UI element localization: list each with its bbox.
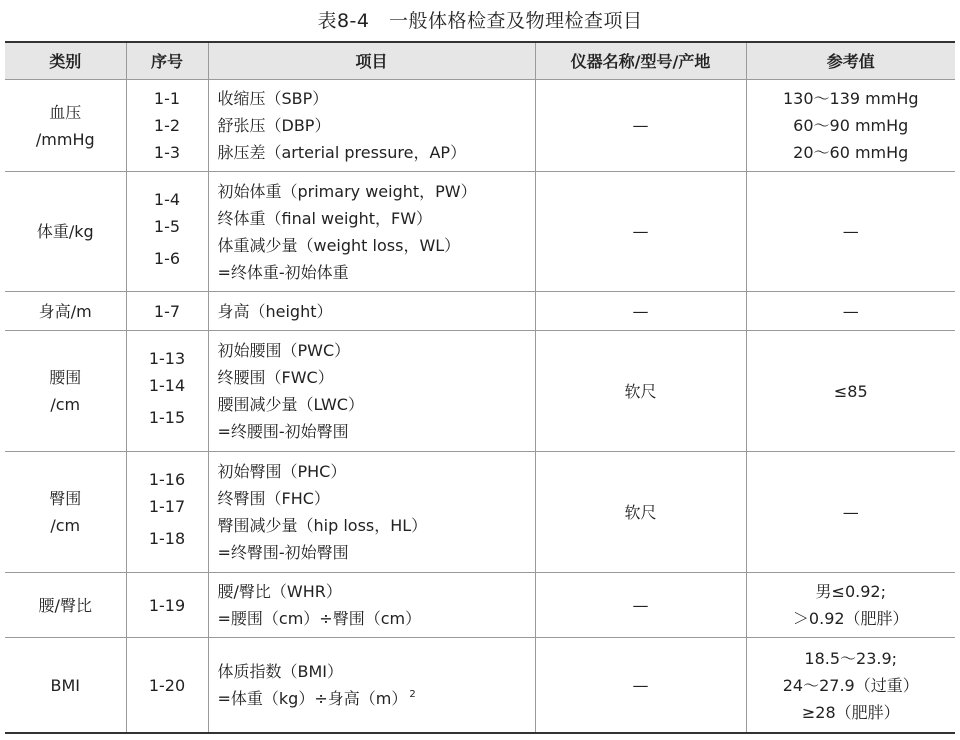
seq-number: 1-2 [153, 116, 181, 135]
seq-number: 1-15 [148, 408, 186, 427]
reference-cell [746, 172, 955, 292]
item-text: 体重减少量（weight loss，WL） [217, 235, 461, 255]
item-text: 腰围减少量（LWC） [217, 395, 364, 414]
header-instrument: 仪器名称/型号/产地 [535, 42, 746, 80]
table-row [5, 80, 955, 172]
item-formula: =终体重-初始体重 [217, 262, 349, 282]
category-text: 腰/臀比 [38, 595, 92, 615]
reference-text: — [842, 301, 859, 321]
category-text: 体重/kg [36, 222, 94, 241]
instrument-cell: — [535, 172, 746, 292]
exam-items-table [5, 41, 955, 734]
reference-text: 60～90 mmHg [793, 116, 909, 135]
seq-number: 1-14 [148, 376, 186, 395]
item-text: 臀围减少量（hip loss，HL） [217, 516, 428, 535]
reference-cell [746, 638, 955, 734]
category-text: BMI [50, 675, 80, 695]
header-item: 项目 [208, 42, 535, 80]
category-text: 臀围 [49, 489, 82, 508]
item-text: 身高（height） [217, 301, 333, 321]
seq-number: 1-1 [153, 89, 181, 108]
category-text: 腰围 [49, 368, 82, 387]
seq-number: 1-3 [153, 143, 181, 162]
instrument-cell: 软尺 [535, 452, 746, 573]
item-cell [208, 80, 535, 172]
reference-text: 男≤0.92; [815, 582, 886, 601]
seq-number: 1-7 [153, 301, 181, 321]
reference-text: — [842, 502, 859, 522]
reference-cell [746, 573, 955, 638]
item-formula: =终腰围-初始臀围 [217, 422, 349, 441]
category-cell [5, 80, 126, 172]
item-cell [208, 573, 535, 638]
item-text: 终腰围（FWC） [217, 368, 334, 387]
reference-text: 18.5～23.9; [804, 648, 898, 668]
item-text: 终臀围（FHC） [217, 489, 330, 508]
reference-text: — [842, 222, 859, 241]
item-text: 舒张压（DBP） [217, 116, 331, 135]
seq-number: 1-17 [148, 497, 186, 516]
reference-cell [746, 292, 955, 331]
category-unit: /mmHg [35, 129, 95, 149]
seq-number: 1-20 [148, 675, 186, 695]
category-cell [5, 292, 126, 331]
category-unit: /cm [50, 516, 81, 535]
superscript-exponent: 2 [409, 689, 416, 700]
reference-text: ≥28（肥胖） [801, 702, 900, 722]
header-reference: 参考值 [746, 42, 955, 80]
seq-number: 1-6 [153, 248, 181, 268]
seq-number: 1-5 [153, 216, 181, 236]
category-cell [5, 638, 126, 734]
item-formula-line [218, 685, 535, 712]
seq-cell [126, 80, 208, 172]
instrument-cell: 软尺 [535, 331, 746, 452]
item-cell [208, 452, 535, 573]
category-text: 血压 [49, 102, 82, 122]
item-formula: =腰围（cm）÷臀围（cm） [217, 609, 422, 628]
seq-number: 1-4 [153, 189, 181, 209]
instrument-cell: — [535, 292, 746, 331]
reference-text: ≤85 [833, 381, 868, 401]
item-formula: =终臀围-初始臀围 [217, 543, 349, 562]
instrument-cell: — [535, 573, 746, 638]
reference-text: 130～139 mmHg [782, 89, 919, 108]
seq-cell [126, 452, 208, 573]
seq-cell [126, 638, 208, 734]
category-cell [5, 172, 126, 292]
seq-cell [126, 292, 208, 331]
item-text: 初始臀围（PHC） [217, 462, 347, 481]
item-text: 体质指数（BMI） [217, 662, 344, 681]
table-row [5, 638, 955, 734]
item-cell [208, 172, 535, 292]
item-text: 腰/臀比（WHR） [217, 582, 342, 601]
seq-number: 1-16 [148, 470, 186, 489]
seq-number: 1-18 [148, 529, 186, 548]
instrument-cell: — [535, 80, 746, 172]
reference-text: 20～60 mmHg [793, 143, 909, 162]
table-header-row [5, 42, 955, 80]
table-row [5, 452, 955, 573]
item-cell [208, 331, 535, 452]
seq-number: 1-19 [148, 595, 186, 615]
table-row [5, 331, 955, 452]
item-text: 收缩压（SBP） [217, 89, 329, 108]
reference-text: 24～27.9（过重） [782, 675, 919, 695]
table-title: 表8-4 一般体格检查及物理检查项目 [317, 10, 643, 32]
seq-cell [126, 573, 208, 638]
item-cell [208, 292, 535, 331]
instrument-cell: — [535, 638, 746, 734]
header-seq: 序号 [126, 42, 208, 80]
category-cell [5, 573, 126, 638]
seq-cell [126, 331, 208, 452]
reference-cell [746, 452, 955, 573]
table-row [5, 172, 955, 292]
item-text: 脉压差（arterial pressure，AP） [217, 143, 467, 162]
item-formula: =体重（kg）÷身高（m） [217, 689, 408, 708]
seq-number: 1-13 [148, 349, 186, 368]
item-text: 初始体重（primary weight，PW） [217, 181, 477, 201]
seq-cell [126, 172, 208, 292]
item-text: 初始腰围（PWC） [217, 341, 351, 360]
category-cell [5, 452, 126, 573]
reference-cell [746, 80, 955, 172]
category-text: 身高/m [38, 301, 92, 321]
reference-cell [746, 331, 955, 452]
category-cell [5, 331, 126, 452]
table-row [5, 573, 955, 638]
item-text: 终体重（final weight，FW） [217, 208, 433, 228]
table-row [5, 292, 955, 331]
header-category: 类别 [5, 42, 126, 80]
category-unit: /cm [50, 395, 81, 414]
reference-text: ＞0.92（肥胖） [792, 609, 909, 628]
item-cell [208, 638, 535, 734]
